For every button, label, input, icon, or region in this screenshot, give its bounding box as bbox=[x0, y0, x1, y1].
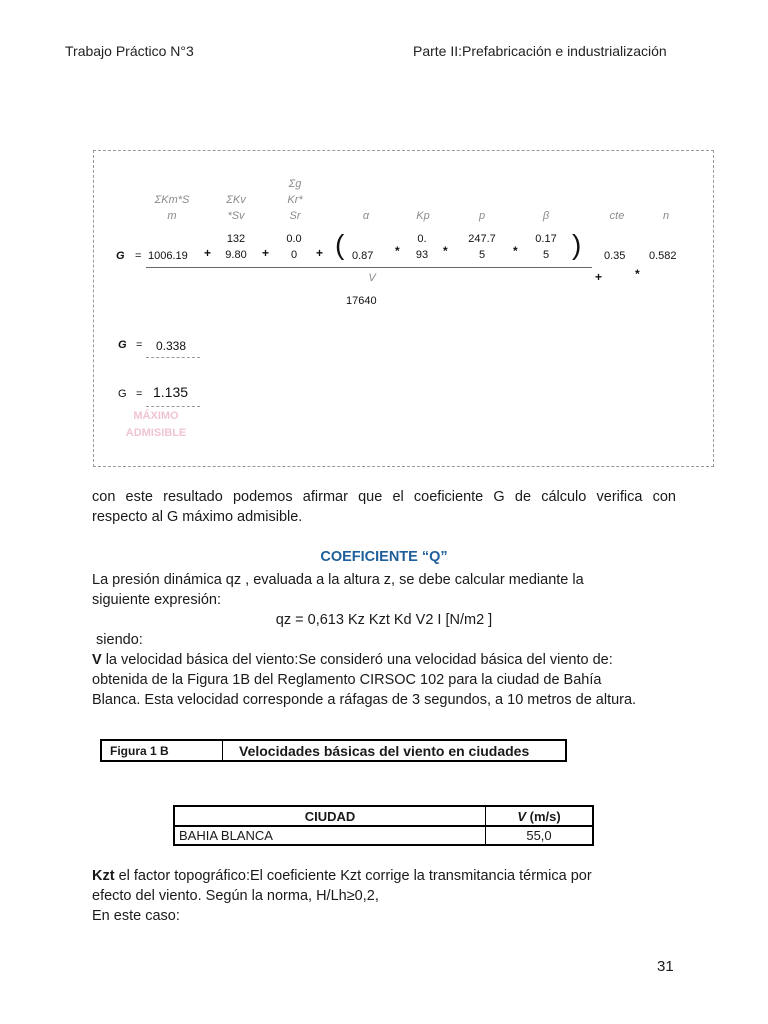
formula-box bbox=[93, 150, 714, 467]
label-v: V bbox=[368, 272, 376, 284]
figure-label: Figura 1 B bbox=[101, 740, 223, 761]
kzt-symbol: Kzt bbox=[92, 868, 115, 884]
column-header-ciudad: CIUDAD bbox=[174, 806, 486, 826]
v-text: la velocidad básica del viento:Se consideró una velocidad básica del viento de: bbox=[101, 652, 613, 668]
intro-line-1: La presión dinámica qz , evaluada a la altura z, se debe calcular mediante la bbox=[92, 572, 584, 588]
g-value: 0.0 0 bbox=[286, 233, 302, 261]
header-left: Trabajo Práctico N°3 bbox=[65, 43, 194, 59]
qz-formula: qz = 0,613 Kz Kzt Kd V2 I [N/m2 ] bbox=[275, 612, 493, 628]
max-g-value: 1.135 bbox=[153, 384, 189, 400]
cte-value: 0.35 bbox=[604, 250, 626, 262]
g-symbol: G bbox=[116, 250, 125, 262]
kv-value: 132 9.80 bbox=[225, 233, 247, 261]
kzt-text: el factor topográfico:El coeficiente Kzt corrige la transmitancia térmica por bbox=[114, 868, 592, 884]
p-value: 247.7 5 bbox=[468, 233, 496, 261]
times-sign: * bbox=[443, 244, 448, 258]
equals-sign: = bbox=[135, 250, 142, 262]
kp-value: 0. 93 bbox=[415, 233, 429, 261]
max-admisible-note: MÁXIMO ADMISIBLE bbox=[125, 410, 187, 439]
equals-sign: = bbox=[136, 339, 143, 351]
figure-header bbox=[100, 739, 567, 762]
kzt-definition-line-2: efecto del viento. Según la norma, H/Lh≥0,2, bbox=[92, 888, 379, 904]
label-km: ΣKm*S m bbox=[154, 194, 190, 222]
label-alpha: α bbox=[362, 210, 370, 222]
fraction-line bbox=[146, 267, 592, 268]
label-n: n bbox=[662, 210, 670, 222]
equals-sign: = bbox=[136, 388, 143, 400]
label-p: p bbox=[478, 210, 486, 222]
table-row bbox=[174, 826, 593, 845]
column-header-v: V (m/s) bbox=[486, 806, 594, 826]
paren-open: ( bbox=[335, 229, 345, 260]
times-sign: * bbox=[513, 244, 518, 258]
result-g-value: 0.338 bbox=[156, 339, 187, 353]
times-sign: * bbox=[395, 244, 400, 258]
conclusion-line-1: con este resultado podemos afirmar que el coeficiente G de cálculo verifica con bbox=[92, 489, 676, 505]
label-g: Σg Kr* Sr bbox=[287, 178, 303, 222]
result-g-symbol: G bbox=[118, 339, 127, 351]
max-g-symbol: G bbox=[118, 388, 127, 400]
max-underline bbox=[146, 406, 200, 407]
plus-sign: + bbox=[595, 270, 603, 284]
v-value: 17640 bbox=[346, 295, 377, 307]
figure-title: Velocidades básicas del viento en ciudades bbox=[239, 742, 530, 759]
v-definition-line-1 bbox=[92, 650, 676, 670]
page-number: 31 bbox=[657, 958, 674, 975]
siendo-text: siendo: bbox=[92, 632, 143, 648]
paren-close: ) bbox=[572, 229, 582, 260]
conclusion-line-2: respecto al G máximo admisible. bbox=[92, 509, 303, 525]
intro-line-2: siguiente expresión: bbox=[92, 592, 221, 608]
kzt-definition-line-3: En este caso: bbox=[92, 908, 180, 924]
table-cell-city: BAHIA BLANCA bbox=[174, 826, 486, 845]
table-header-row bbox=[174, 806, 593, 826]
v-symbol: V bbox=[92, 652, 102, 668]
label-kv: ΣKv *Sv bbox=[226, 194, 246, 222]
alpha-value: 0.87 bbox=[352, 250, 374, 262]
kzt-definition-line-1 bbox=[92, 866, 676, 886]
label-cte: cte bbox=[609, 210, 625, 222]
plus-sign: + bbox=[316, 246, 324, 260]
speed-table bbox=[173, 805, 594, 846]
label-kp: Kp bbox=[416, 210, 430, 222]
result-underline bbox=[146, 357, 200, 358]
plus-sign: + bbox=[204, 246, 212, 260]
header-right: Parte II:Prefabricación e industrialización bbox=[413, 43, 667, 59]
beta-value: 0.17 5 bbox=[535, 233, 557, 261]
plus-sign: + bbox=[262, 246, 270, 260]
v-definition-line-2: obtenida de la Figura 1B del Reglamento CIRSOC 102 para la ciudad de Bahía bbox=[92, 672, 602, 688]
section-title: COEFICIENTE “Q” bbox=[320, 549, 448, 565]
table-cell-speed: 55,0 bbox=[486, 826, 594, 845]
times-sign: * bbox=[635, 267, 640, 281]
v-definition-line-3: Blanca. Esta velocidad corresponde a ráfagas de 3 segundos, a 10 metros de altura. bbox=[92, 692, 637, 708]
label-beta: β bbox=[542, 210, 550, 222]
n-value: 0.582 bbox=[649, 250, 677, 262]
km-value: 1006.19 bbox=[148, 250, 188, 262]
